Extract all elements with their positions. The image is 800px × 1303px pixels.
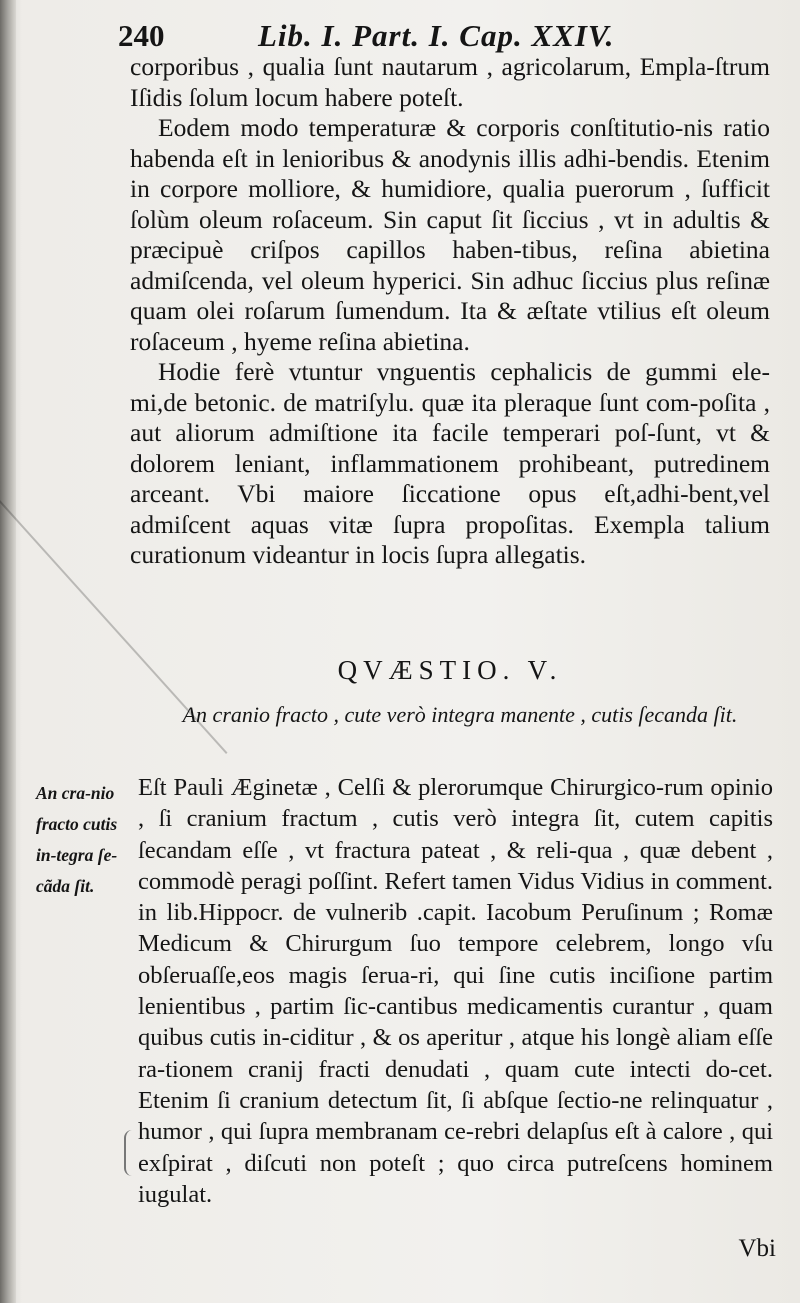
paragraph-eodem: Eodem modo temperaturæ & corporis conſtitutio-nis ratio habenda eſt in lenioribus & anodynis illis adhi-bendis. Etenim in corpore molliore, & humidiore, qualia puerorum , ſufficit ſolùm oleum roſaceum. Sin caput ſit ſiccius , vt in adultis & præcipuè criſpos capillos haben-tibus, reſina abietina admiſcenda, vel oleum hyperici. Sin adhuc ſiccius plus reſinæ quam olei roſarum ſumendum. Ita & æſtate vtilius eſt oleum roſaceum , hyeme reſina abietina.: [130, 113, 770, 356]
paragraph-hodie: Hodie ferè vtuntur vnguentis cephalicis de gummi ele-mi,de betonic. de matriſylu. quæ ita pleraque ſunt com-poſita , aut aliorum admiſtione ita facile temperari poſ-ſunt, vt & dolorem leniant, inflammationem prohibeant, putredinem arceant. Vbi maiore ſiccatione opus eſt,adhi-bent,vel admiſcent aquas vitæ ſupra propoſitas. Exempla talium curationum videantur in locis ſupra allegatis.: [130, 357, 770, 569]
paragraph-est-pauli: Eſt Pauli Æginetæ , Celſi & plerorumque Chirurgico-rum opinio , ſi cranium fractum , cutis verò integra ſit, cutem capitis ſecandam eſſe , vt fractura pateat , & reli-qua , quæ debent , commodè peragi poſſint. Refert tamen Vidus Vidius in comment. in lib.Hippocr. de vulnerib .capit. Iacobum Peruſinum ; Romæ Medicum & Chirurgum ſuo tempore celebrem, longo vſu obſeruaſſe,eos magis ſerua-ri, qui ſine cutis inciſione partim lenientibus , partim ſic-cantibus medicamentis curantur , quam quibus cutis in-ciditur , & os aperitur , atque his longè aliam eſſe ra-tionem cranij fracti denudati , quam cute intecti do-cet. Etenim ſi cranium detectum ſit, ſi abſque ſectio-ne relinquatur , humor , qui ſupra membranam ce-rebri delapſus eſt à calore , qui exſpirat , diſcuti non poteſt ; quo circa putreſcens hominem iugulat.: [138, 774, 773, 1208]
bottom-text-block: [138, 772, 773, 1210]
margin-note: An cra-nio fracto cutis in-tegra ſe-cãda ſit.: [36, 783, 118, 896]
paragraph-continuation: corporibus , qualia ſunt nautarum , agricolarum, Empla-ſtrum Iſidis ſolum locum habere poteſt.: [130, 52, 770, 112]
question-subtitle: An cranio fracto , cute verò integra manente , cutis ſecanda ſit.: [182, 702, 738, 727]
margin-bracket-mark: [124, 1130, 134, 1176]
running-title: Lib. I. Part. I. Cap. XXIV.: [258, 18, 615, 53]
top-text-block: [130, 52, 770, 571]
question-title: QVÆSTIO. V.: [337, 655, 563, 685]
catchword: Vbi: [738, 1235, 776, 1262]
page-number: 240: [118, 18, 165, 53]
book-spine-shadow: [0, 0, 16, 1303]
